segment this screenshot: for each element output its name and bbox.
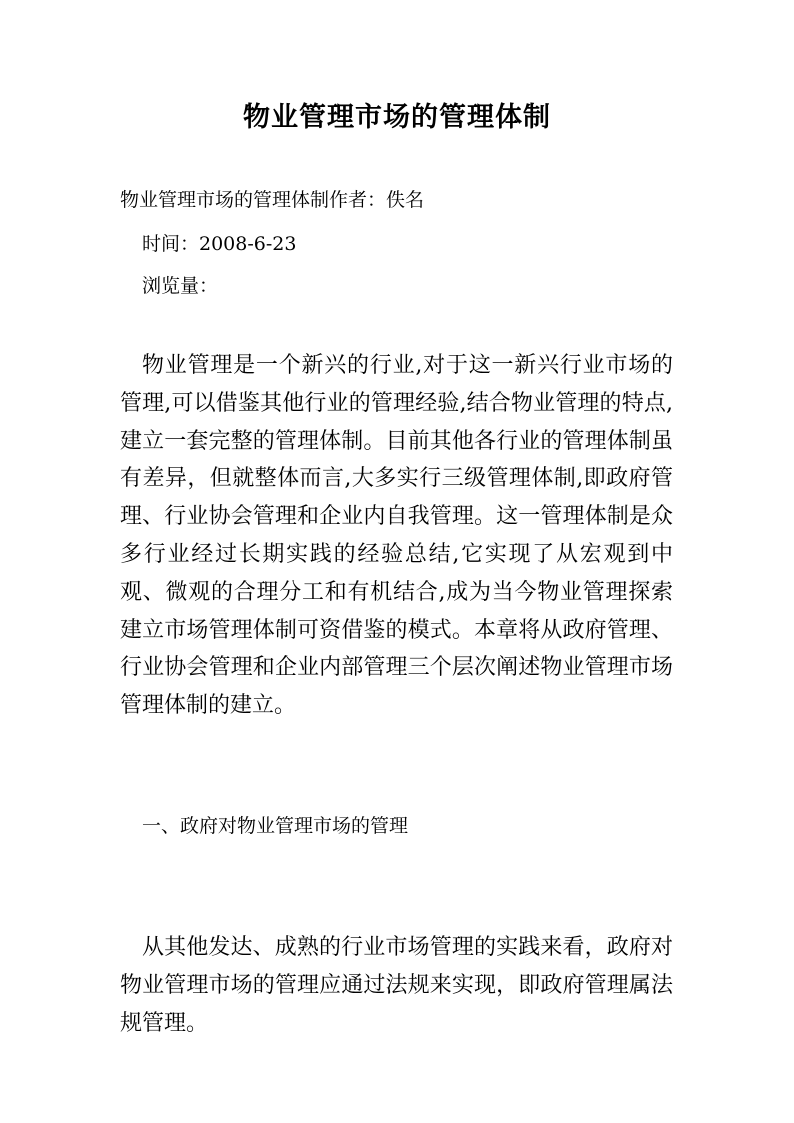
publish-time: 时间：2008-6-23 (142, 233, 297, 255)
section-heading: 一、政府对物业管理市场的管理 (142, 815, 409, 837)
document-title: 物业管理市场的管理体制 (243, 102, 551, 133)
section-paragraph: 从其他发达、成熟的行业市场管理的实践来看，政府对物业管理市场的管理应通过法规来实现，即政府管理属法规管理。 (120, 935, 673, 1036)
title-author-line: 物业管理市场的管理体制作者：佚名 (120, 189, 425, 211)
intro-paragraph: 物业管理是一个新兴的行业,对于这一新兴行业市场的管理,可以借鉴其他行业的管理经验,结合物业管理的特点,建立一套完整的管理体制。目前其他各行业的管理体制虽有差异，但就整体而言,大多实行三级管理体制,即政府管理、行业协会管理和企业内自我管理。这一管理体制是众多行业经过长期实践的经验总结,它实现了从宏观到中观、微观的合理分工和有机结合,成为当今物业管理探索建立市场管理体制可资借鉴的模式。本章将从政府管理、行业协会管理和企业内部管理三个层次阐述物业管理市场管理体制的建立。 (120, 353, 673, 719)
view-count-label: 浏览量： (142, 275, 219, 297)
